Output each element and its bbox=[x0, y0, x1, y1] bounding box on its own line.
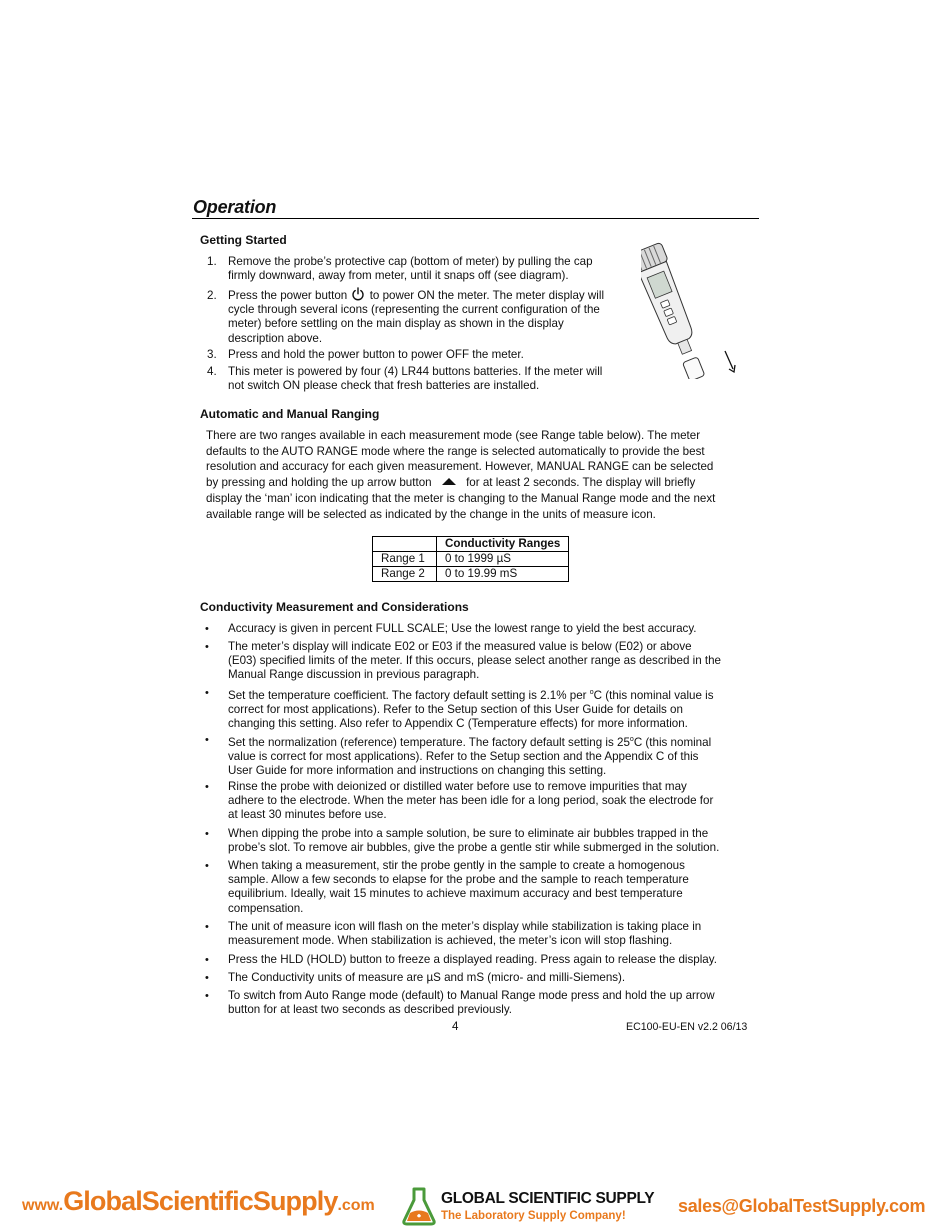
bullet-text bbox=[228, 827, 719, 855]
text-line: measurement mode. When stabilization is achieved, the meter’s icon will stop flashing. bbox=[228, 934, 673, 948]
bullet-text bbox=[228, 989, 715, 1017]
text-line: When taking a measurement, stir the probe gently in the sample to create a homogenous bbox=[228, 859, 685, 872]
text-line: firmly downward, away from meter, until it snaps off (see diagram). bbox=[228, 269, 569, 283]
text-line: meter) before settling on the main display as shown in the display bbox=[228, 317, 564, 331]
text-line: not switch ON please check that fresh batteries are installed. bbox=[228, 379, 540, 393]
text-line: correct for most applications). Refer to the Setup section of this User Guide for details on bbox=[228, 703, 683, 717]
document-code: EC100-EU-EN v2.2 06/13 bbox=[626, 1021, 748, 1033]
table-cell: 0 to 19.99 mS bbox=[437, 567, 569, 582]
text-line: changing this setting. Also refer to Appendix C (Temperature effects) for more information. bbox=[228, 717, 688, 731]
text-fragment: C (this nominal bbox=[633, 735, 712, 749]
conductivity-heading: Conductivity Measurement and Considerations bbox=[200, 600, 469, 614]
bullet-text bbox=[228, 920, 701, 948]
table-cell bbox=[373, 537, 437, 552]
bullet-dot: • bbox=[205, 921, 209, 933]
step-number: 2. bbox=[207, 289, 217, 302]
text-line bbox=[228, 733, 711, 750]
step-number: 3. bbox=[207, 348, 217, 361]
bullet-dot: • bbox=[205, 954, 209, 966]
text-line: Remove the probe’s protective cap (bottom of meter) by pulling the cap bbox=[228, 255, 593, 268]
text-line bbox=[228, 686, 714, 703]
text-line: probe’s slot. To remove air bubbles, give the probe a gentle stir while submerged in the solution. bbox=[228, 841, 720, 855]
text-line: button for at least two seconds as described previously. bbox=[228, 1003, 512, 1017]
text-line: There are two ranges available in each measurement mode (see Range table below). The meter bbox=[206, 429, 701, 442]
step-text bbox=[228, 287, 604, 346]
text-fragment: by pressing and holding the up arrow button bbox=[206, 476, 432, 490]
text-line bbox=[206, 476, 766, 490]
bullet-text bbox=[228, 640, 721, 683]
text-line bbox=[228, 287, 604, 303]
bullet-text bbox=[228, 686, 714, 731]
bullet-text bbox=[228, 780, 713, 823]
up-arrow-icon bbox=[441, 477, 457, 486]
table-cell: Range 2 bbox=[373, 567, 437, 582]
bullet-dot: • bbox=[205, 623, 209, 635]
brand-tagline: The Laboratory Supply Company! bbox=[441, 1210, 626, 1222]
url-prefix: www. bbox=[22, 1197, 64, 1214]
getting-started-heading: Getting Started bbox=[200, 233, 287, 247]
text-line: Accuracy is given in percent FULL SCALE; Use the lowest range to yield the best accuracy. bbox=[228, 622, 697, 635]
power-icon bbox=[351, 287, 365, 301]
text-fragment: for at least 2 seconds. The display will briefly bbox=[466, 476, 696, 490]
text-line: compensation. bbox=[228, 901, 304, 915]
bullet-text bbox=[228, 859, 689, 916]
bullet-dot: • bbox=[205, 641, 209, 653]
text-line: value is correct for most applications). Refer to the Setup section and the Appendix C of this bbox=[228, 750, 699, 764]
bullet-text bbox=[228, 733, 711, 778]
text-line: The unit of measure icon will flash on the meter’s display while stabilization is taking place in bbox=[228, 920, 702, 933]
text-line: cycle through several icons (representing the current configuration of the bbox=[228, 303, 600, 317]
range-table bbox=[372, 536, 569, 582]
text-line: available range will be selected as indicated by the change in the units of measure icon. bbox=[206, 507, 656, 521]
table-header: Conductivity Ranges bbox=[437, 537, 569, 552]
bullet-dot: • bbox=[205, 990, 209, 1002]
text-line: The Conductivity units of measure are µS and mS (micro- and milli-Siemens). bbox=[228, 971, 626, 984]
text-line: User Guide for more information and instructions on changing this setting. bbox=[228, 764, 607, 778]
text-line: equilibrium. Ideally, wait 15 minutes to achieve maximum accuracy and best temperature bbox=[228, 887, 683, 901]
table-cell: 0 to 1999 µS bbox=[437, 552, 569, 567]
degree-superscript: o bbox=[629, 736, 634, 743]
text-fragment: Press the power button bbox=[228, 289, 348, 302]
text-line: To switch from Auto Range mode (default) to Manual Range mode press and hold the up arrow bbox=[228, 989, 715, 1002]
bullet-dot: • bbox=[205, 860, 209, 872]
url-suffix: .com bbox=[337, 1197, 375, 1214]
bullet-dot: • bbox=[205, 828, 209, 840]
ranging-paragraph bbox=[206, 429, 766, 522]
step-text bbox=[228, 365, 602, 393]
flask-logo-icon bbox=[401, 1186, 437, 1226]
step-text bbox=[228, 255, 593, 283]
table-cell: Range 1 bbox=[373, 552, 437, 567]
url-main: GlobalScientificSupply bbox=[63, 1186, 338, 1216]
bullet-dot: • bbox=[205, 781, 209, 793]
text-line: Manual Range discussion in previous paragraph. bbox=[228, 668, 480, 682]
text-line: Rinse the probe with deionized or distilled water before use to remove impurities that may bbox=[228, 780, 687, 793]
text-line: When dipping the probe into a sample solution, be sure to eliminate air bubbles trapped in the bbox=[228, 827, 709, 840]
bullet-text bbox=[228, 622, 696, 636]
step-number: 1. bbox=[207, 255, 217, 268]
bullet-dot: • bbox=[205, 972, 209, 984]
bullet-text bbox=[228, 971, 625, 985]
text-line: display the ‘man’ icon indicating that the meter is changing to the Manual Range mode and the next bbox=[206, 491, 716, 505]
text-fragment: Set the temperature coefficient. The factory default setting is 2.1% per bbox=[228, 688, 590, 702]
step-text bbox=[228, 348, 524, 362]
text-line: at least 30 minutes before use. bbox=[228, 808, 387, 822]
section-rule bbox=[192, 218, 759, 219]
degree-superscript: o bbox=[589, 689, 594, 696]
text-line: This meter is powered by four (4) LR44 buttons batteries. If the meter will bbox=[228, 365, 603, 378]
text-line: adhere to the electrode. When the meter has been idle for a long period, soak the electrode for bbox=[228, 794, 714, 808]
bullet-text bbox=[228, 953, 717, 967]
meter-diagram bbox=[641, 233, 761, 379]
text-fragment: Set the normalization (reference) temperature. The factory default setting is 25 bbox=[228, 735, 630, 749]
text-line: The meter’s display will indicate E02 or E03 if the measured value is below (E02) or above bbox=[228, 640, 692, 653]
text-fragment: C (this nominal value is bbox=[593, 688, 714, 702]
bullet-dot: • bbox=[205, 734, 209, 746]
text-fragment: to power ON the meter. The meter display will bbox=[369, 289, 605, 302]
table-row bbox=[373, 537, 569, 552]
page-number: 4 bbox=[452, 1020, 459, 1033]
table-row bbox=[373, 567, 569, 582]
step-number: 4. bbox=[207, 365, 217, 378]
table-row bbox=[373, 552, 569, 567]
text-line: Press the HLD (HOLD) button to freeze a displayed reading. Press again to release the display. bbox=[228, 953, 717, 966]
bullet-dot: • bbox=[205, 687, 209, 699]
section-title: Operation bbox=[193, 197, 277, 217]
text-line: sample. Allow a few seconds to elapse for the probe and the sample to reach temperature bbox=[228, 873, 689, 887]
text-line: description above. bbox=[228, 331, 323, 345]
text-line: Press and hold the power button to power OFF the meter. bbox=[228, 348, 524, 361]
text-line: resolution and accuracy for each given measurement. However, MANUAL RANGE can be selected bbox=[206, 460, 714, 474]
email-link[interactable]: sales@GlobalTestSupply.com bbox=[678, 1196, 926, 1216]
text-line: defaults to the AUTO RANGE mode where the range is selected automatically to provide the best bbox=[206, 444, 705, 458]
text-line: (E03) specified limits of the meter. If this occurs, please select another range as described in the bbox=[228, 654, 721, 668]
website-link[interactable] bbox=[22, 1186, 375, 1217]
ranging-heading: Automatic and Manual Ranging bbox=[200, 407, 380, 421]
brand-name: GLOBAL SCIENTIFIC SUPPLY bbox=[441, 1190, 655, 1207]
